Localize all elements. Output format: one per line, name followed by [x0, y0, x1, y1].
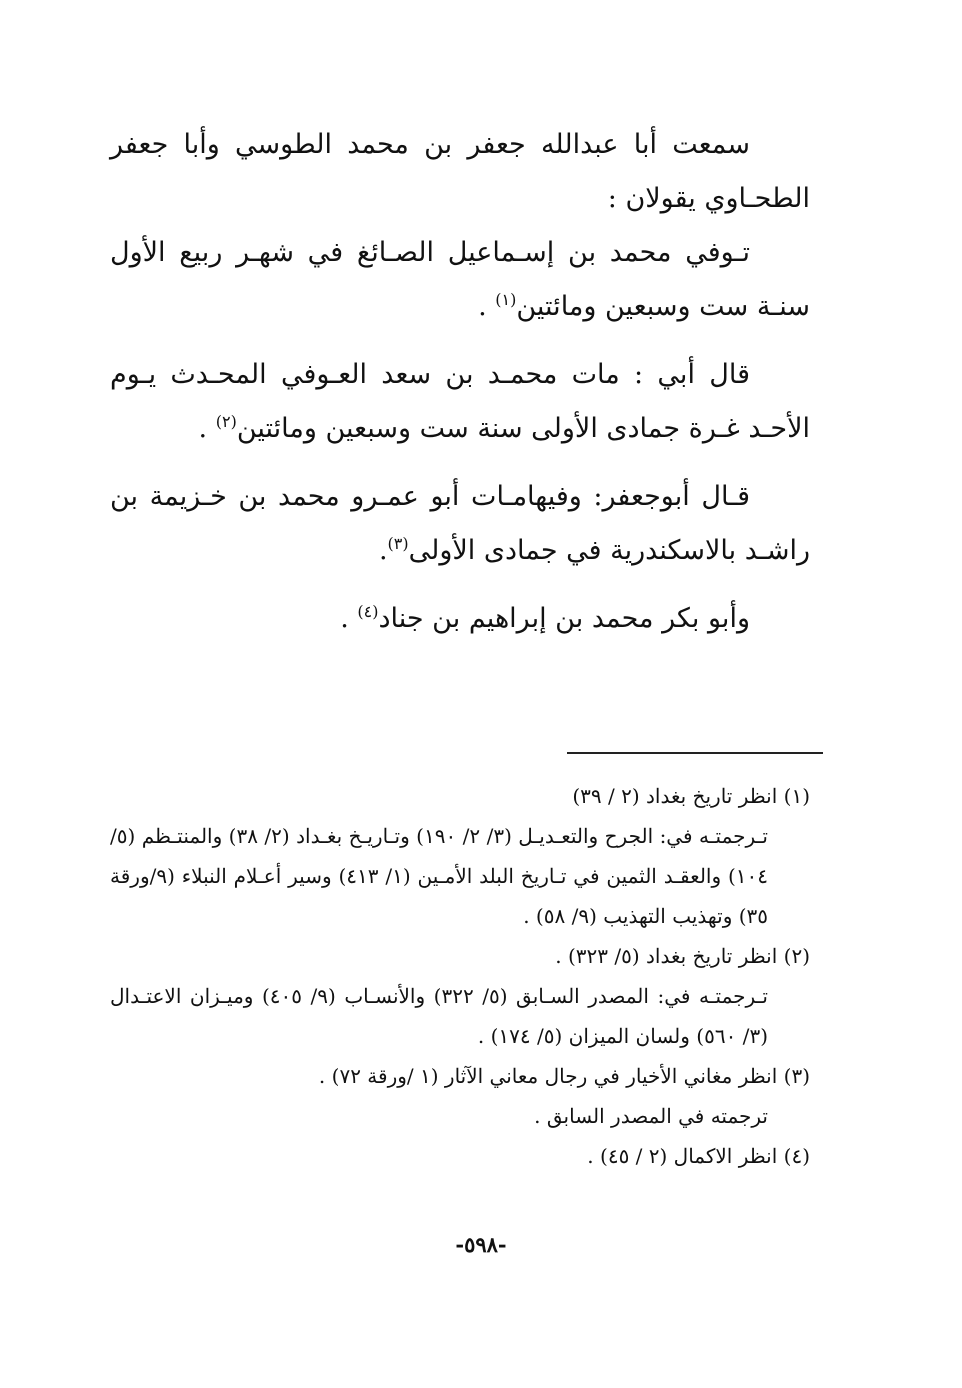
paragraph — [110, 226, 810, 334]
paragraph-text: تـوفي محمد بن إسـماعيل الصـائغ في شهـر ربيع الأول سنـة ست وسبعين ومائتين — [110, 237, 810, 322]
paragraph-text: سمعت أبا عبدالله جعفر بن محمد الطوسي وأبا جعفر الطحـاوي يقولان : — [110, 129, 810, 214]
paragraph-text: وأبو بكر محمد بن إبراهيم بن جناد — [378, 603, 750, 634]
footnote: (١) انظر تاريخ بغداد (٢ / ٣٩) — [572, 784, 810, 808]
paragraph-end: . — [198, 413, 216, 444]
paragraph — [110, 118, 810, 226]
footnote-marker: (٣) — [387, 534, 409, 553]
footnote-detail: تـرجمتـه في: المصدر السـابق (٥/ ٣٢٢) والأنسـاب (٩/ ٤٠٥) وميـزان الاعتـدال (٣/ ٥٦٠) ولسان الميزان (٥/ ١٧٤) . — [110, 984, 768, 1048]
paragraph-text: قـال أبوجعفر: وفيهامـات أبو عمـرو محمد بن خـزيمة بن راشـد بالاسكندرية في جمادى الأولى — [110, 481, 810, 566]
paragraph — [110, 470, 810, 578]
paragraph-end: . — [478, 291, 496, 322]
main-text — [110, 118, 810, 646]
footnote: (٣) انظر مغاني الأخيار في رجال معاني الآثار (١ /ورقة ٧٢) . — [318, 1064, 810, 1088]
footnote-marker: (١) — [495, 290, 517, 309]
footnote: (٤) انظر الاكمال (٢ / ٤٥) . — [587, 1144, 810, 1168]
footnotes — [110, 776, 810, 1176]
page-number: -٥٩٨- — [455, 1232, 507, 1257]
paragraph-end: . — [340, 603, 358, 634]
footnote-marker: (٤) — [357, 602, 379, 621]
paragraph — [110, 592, 810, 646]
footnote-detail: ترجمته في المصدر السابق . — [534, 1104, 768, 1128]
footnote-marker: (٢) — [215, 412, 237, 431]
footnote-separator — [567, 752, 823, 754]
paragraph-end: . — [378, 535, 388, 566]
footnote-detail: تـرجمتـه في: الجرح والتعـديـل (٣/ ٢/ ١٩٠) وتـاريـخ بغـداد (٢/ ٣٨) والمنتـظم (٥/ ١٠٤) والعقـد الثمين في تـاريخ البلد الأمـين (١/ ٤١٣) وسير أعـلام النبلاء (٩/ورقة ٣٥) وتهذيب التهذيب (٩/ ٥٨) . — [110, 824, 769, 928]
paragraph — [110, 348, 810, 456]
paragraph-text: قال أبي : مات محمـد بن سعد العـوفي المحـدث يـوم الأحـد غـرة جمادى الأولى سنة ست وسبعين ومائتين — [110, 359, 810, 444]
footnote: (٢) انظر تاريخ بغداد (٥/ ٣٢٣) . — [555, 944, 810, 968]
